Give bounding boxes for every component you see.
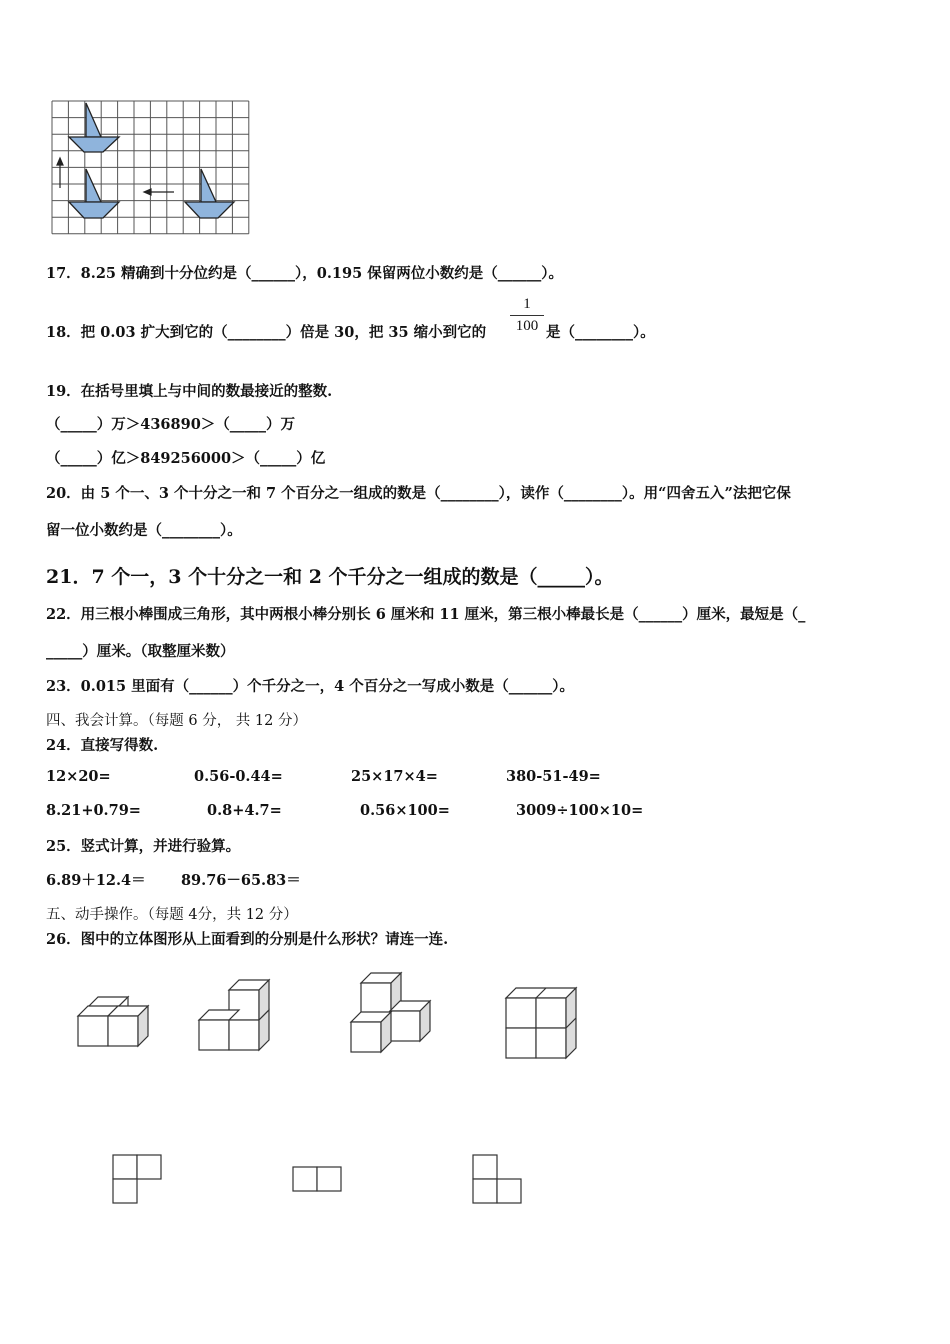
calc-item: 0.56-0.44=: [194, 768, 283, 785]
fraction-denominator: 100: [515, 318, 539, 334]
calc-item: 8.21+0.79=: [46, 802, 141, 819]
question-26: 26．图中的立体图形从上面看到的分别是什么形状？请连一连.: [46, 931, 449, 948]
question-18-text-b: 是（________）。: [546, 324, 655, 341]
solid-figure-4: [506, 988, 576, 1058]
calc-item: 25×17×4=: [351, 768, 438, 785]
calc-item: 0.56×100=: [360, 802, 450, 819]
top-view-l-shape: [113, 1155, 161, 1203]
question-19-row-b: （_____）亿＞849256000＞（_____）亿: [46, 450, 326, 467]
question-25: 25．竖式计算，并进行验算。: [46, 838, 241, 855]
section-5-heading: 五、动手操作。（每题 4分，共 12 分）: [46, 907, 298, 923]
solid-figure-3: [351, 973, 430, 1052]
solid-figure-2: [199, 980, 269, 1050]
question-22-line-2: _____）厘米。（取整厘米数）: [46, 643, 235, 660]
question-25-expressions: 6.89＋12.4＝ 89.76－65.83＝: [46, 872, 301, 889]
question-21: 21．7 个一，3 个十分之一和 2 个千分之一组成的数是（_____）。: [46, 566, 614, 588]
top-view-two-squares: [293, 1167, 341, 1191]
calc-item: 0.8+4.7=: [207, 802, 282, 819]
top-view-l-shape-2: [473, 1155, 521, 1203]
fraction-one-hundredth: [510, 296, 544, 335]
question-18: [46, 321, 486, 342]
boat-translation-figure: [0, 0, 950, 260]
question-20-line-2: 留一位小数约是（________）。: [46, 522, 242, 539]
calc-item: 3009÷100×10=: [516, 802, 644, 819]
question-19: 19．在括号里填上与中间的数最接近的整数.: [46, 383, 333, 400]
question-18-text-a: 18．把 0.03 扩大到它的（________）倍是 30，把 35 缩小到它的: [46, 324, 487, 341]
calc-item: 12×20=: [46, 768, 111, 785]
question-20-line-1: 20．由 5 个一、3 个十分之一和 7 个百分之一组成的数是（________），读作（________）。用“四舍五入”法把它保: [46, 485, 791, 502]
fraction-bar: [510, 315, 544, 316]
section-4-heading: 四、我会计算。（每题 6 分， 共 12 分）: [46, 713, 307, 729]
question-17: 17．8.25 精确到十分位约是（______），0.195 保留两位小数约是（______）。: [46, 265, 563, 282]
calc-item: 380-51-49=: [506, 768, 601, 785]
solid-figure-1: [78, 997, 148, 1046]
fraction-numerator: 1: [523, 296, 531, 312]
question-22-line-1: 22．用三根小棒围成三角形，其中两根小棒分别长 6 厘米和 11 厘米，第三根小棒最长是（______）厘米，最短是（_: [46, 606, 806, 623]
question-23: 23．0.015 里面有（______）个千分之一，4 个百分之一写成小数是（______）。: [46, 678, 575, 695]
question-19-row-a: （_____）万＞436890＞（_____）万: [46, 416, 296, 433]
question-24: 24．直接写得数.: [46, 737, 159, 754]
